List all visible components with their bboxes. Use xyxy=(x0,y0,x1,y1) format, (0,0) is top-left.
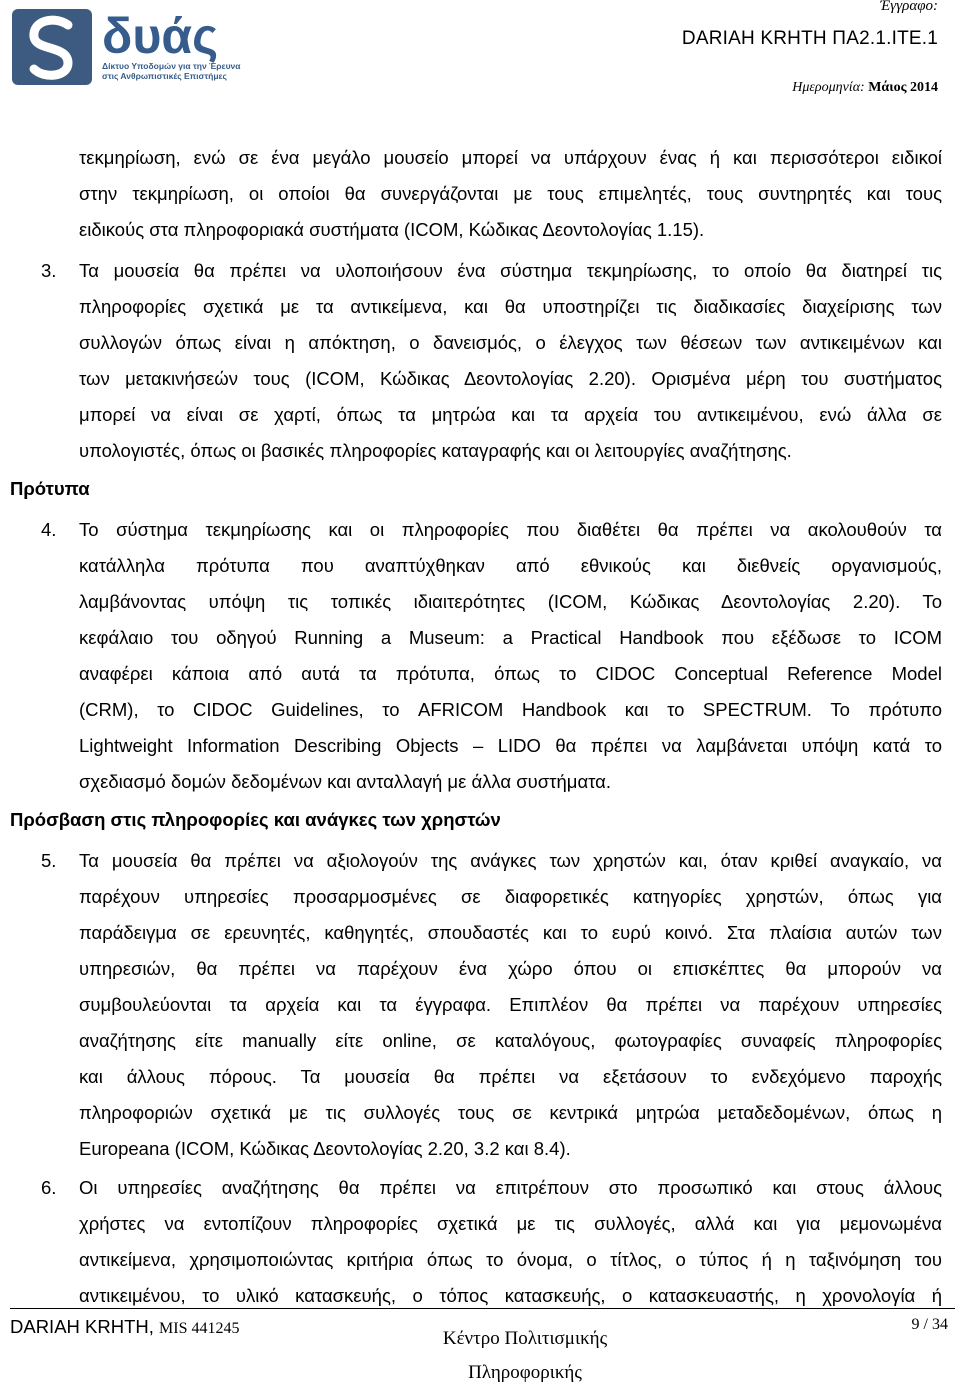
text-line: (CRM), το CIDOC Guidelines, το AFRICOM Handbook και το SPECTRUM. Το πρότυπο xyxy=(79,699,942,720)
text-line: Europeana (ICOM, Κώδικας Δεοντολογίας 2.20, 3.2 και 8.4). xyxy=(79,1138,571,1159)
text-line: παρέχουν υπηρεσίες προσαρμοσμένες σε διαφορετικές κατηγορίες χρηστών, όπως για xyxy=(79,886,942,907)
text-line: Lightweight Information Describing Objects – LIDO θα πρέπει να λαμβάνεται υπόψη κατά το xyxy=(79,735,942,756)
text-line: ειδικούς στα πληροφοριακά συστήματα (ICOM, Κώδικας Δεοντολογίας 1.15). xyxy=(79,219,705,240)
dyas-logo xyxy=(10,7,272,87)
text-line: παράδειγμα σε ερευνητές, καθηγητές, σπουδαστές και το ευρύ κοινό. Στα πλαίσια αυτών των xyxy=(79,922,942,943)
text-line: τεκμηρίωση, ενώ σε ένα μεγάλο μουσείο μπορεί να υπάρχουν ένας ή και περισσότεροι ειδικοί xyxy=(79,147,942,168)
text-line: Το σύστημα τεκμηρίωσης και οι πληροφορίες που διαθέτει θα πρέπει να ακολουθούν τα xyxy=(79,519,942,540)
text-line: και άλλους πόρους. Τα μουσεία θα πρέπει να εξετάσουν το ενδεχόμενο παροχής xyxy=(79,1066,942,1087)
text-line: σχεδιασμό δομών δεδομένων και ανταλλαγή με άλλα συστήματα. xyxy=(79,771,612,792)
section-heading-access: Πρόσβαση στις πληροφορίες και ανάγκες των χρηστών xyxy=(10,809,501,830)
list-number: 5. xyxy=(41,850,57,871)
logo-tagline-1: Δίκτυο Υποδομών για την Έρευνα xyxy=(102,61,241,71)
footer-project-name: DARIAH KRHTH, xyxy=(10,1316,154,1337)
text-line: Τα μουσεία θα πρέπει να υλοποιήσουν ένα σύστημα τεκμηρίωσης, το οποίο θα διατηρεί τις xyxy=(79,260,942,281)
logo-wordmark: δυάς xyxy=(102,8,219,64)
document-label: Έγγραφο: xyxy=(880,0,938,14)
footer-divider xyxy=(10,1308,955,1309)
text-line: κεφάλαιο του οδηγού Running a Museum: a Practical Handbook που εξέδωσε το ICOM xyxy=(79,627,942,648)
page-header xyxy=(0,0,960,110)
text-line: υπολογιστές, όπως οι βασικές πληροφορίες καταγραφής και οι λειτουργίες αναζήτησης. xyxy=(79,440,792,461)
list-number: 6. xyxy=(41,1177,57,1198)
text-line: αντικειμένου, το υλικό κατασκευής, ο τόπος κατασκευής, ο κατασκευαστής, η χρονολογία ή xyxy=(79,1285,942,1306)
text-line: υπηρεσιών, θα πρέπει να παρέχουν ένα χώρο όπου οι επισκέπτες θα μπορούν να xyxy=(79,958,942,979)
footer-organization: Κέντρο Πολιτισμικής Πληροφορικής xyxy=(442,1328,608,1383)
text-line: πληροφοριών σχετικά με τις συλλογές τους σε κεντρικά μητρώα μεταδεδομένων, όπως η xyxy=(79,1102,942,1123)
list-number: 3. xyxy=(41,260,57,281)
date-label: Ημερομηνία: xyxy=(792,80,865,95)
logo-tagline-2: στις Ανθρωπιστικές Επιστήμες xyxy=(102,71,227,81)
page-number: 9 / 34 xyxy=(911,1316,948,1333)
text-line: κατάλληλα πρότυπα που αναπτύχθηκαν από εθνικούς και διεθνείς οργανισμούς, xyxy=(79,555,942,576)
text-line: συμβουλεύονται τα αρχεία και τα έγγραφα. Επιπλέον θα πρέπει να παρέχουν υπηρεσίες xyxy=(79,994,942,1015)
date-value: Μάιος 2014 xyxy=(868,80,938,95)
text-line: αναφέρει κάποια από αυτά τα πρότυπα, όπως το CIDOC Conceptual Reference Model xyxy=(79,663,942,684)
text-line: των μετακινήσεών τους (ICOM, Κώδικας Δεοντολογίας 2.20). Ορισμένα μέρη του συστήματος xyxy=(79,368,942,389)
footer-mis-code: MIS 441245 xyxy=(159,1320,240,1337)
text-line: στην τεκμηρίωση, οι οποίοι θα συνεργάζονται με τους επιμελητές, τους συντηρητές και τους xyxy=(79,183,942,204)
document-date xyxy=(792,80,938,96)
text-line: συλλογών όπως είναι η απόκτηση, ο δανεισμός, ο έλεγχος των θέσεων των αντικειμένων και xyxy=(79,332,942,353)
text-line: αναζήτησης είτε manually είτε online, σε καταλόγους, φωτογραφίες συναφείς πληροφορίες xyxy=(79,1030,942,1051)
text-line: Τα μουσεία θα πρέπει να αξιολογούν της ανάγκες των χρηστών και, όταν κριθεί αναγκαίο, να xyxy=(79,850,942,871)
text-line: Οι υπηρεσίες αναζήτησης θα πρέπει να επιτρέπουν στο προσωπικό και στους άλλους xyxy=(79,1177,942,1198)
text-line: λαμβάνοντας υπόψη τις τοπικές ιδιαιτερότητες (ICOM, Κώδικας Δεοντολογίας 2.20). Το xyxy=(79,591,942,612)
text-line: αντικείμενα, χρησιμοποιώντας κριτήρια όπως το όνομα, ο τίτλος, ο τύπος ή η ταξινόμηση του xyxy=(79,1249,942,1270)
text-line: χρήστες να εντοπίζουν πληροφορίες σχετικά με τις συλλογές, αλλά και για μεμονωμένα xyxy=(79,1213,942,1234)
document-code: DARIAH KRHTH ΠΑ2.1.ΙΤΕ.1 xyxy=(681,28,938,49)
text-line: πληροφορίες σχετικά με τα αντικείμενα, και θα υποστηρίζει τις διαδικασίες διαχείρισης των xyxy=(79,296,942,317)
text-line: μπορεί να είναι σε χαρτί, όπως τα μητρώα και τα αρχεία του αντικειμένου, ενώ άλλα σε xyxy=(79,404,942,425)
list-number: 4. xyxy=(41,519,57,540)
section-heading-standards: Πρότυπα xyxy=(10,478,90,499)
footer-project xyxy=(10,1316,240,1338)
